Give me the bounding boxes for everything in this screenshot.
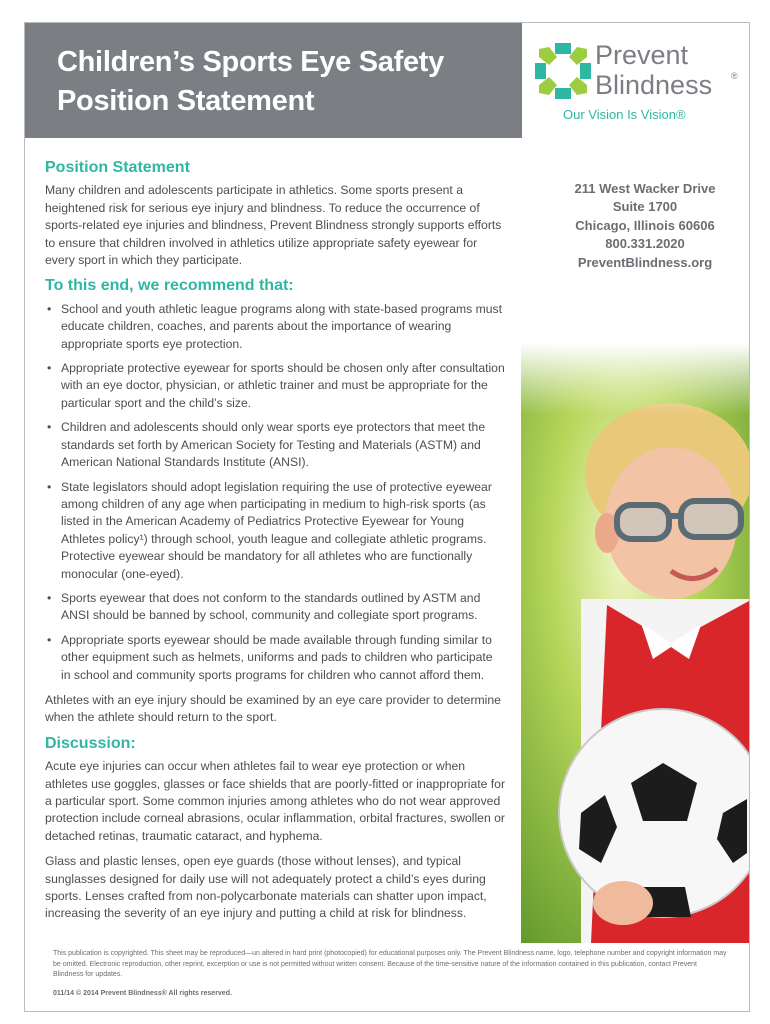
bullet-icon: • xyxy=(47,590,52,605)
logo-word-blindness: Blindness xyxy=(595,70,713,100)
list-item xyxy=(45,419,505,471)
main-content xyxy=(45,153,505,931)
copyright-notice: This publication is copyrighted. This sheet may be reproduced—un altered in hard print (photocopied) for educational purposes only. The Prevent Blindness name, logo, telephone number and copyright information may be omitted. Electronic reproduction, other reprint, excerption or use is not permitted without written consent. Because of the time-sensitive nature of the information contained in this publication, contact Prevent Blindness for updates. xyxy=(53,950,727,978)
header-band xyxy=(25,23,522,138)
bullet-icon: • xyxy=(47,361,52,376)
list-item xyxy=(45,479,505,583)
bullet-icon: • xyxy=(47,632,52,647)
list-item-text: Sports eyewear that does not conform to the standards outlined by ASTM and ANSI should be banned by school, community and collegiate sport programs. xyxy=(61,590,481,623)
list-item xyxy=(45,590,505,625)
address-suite: Suite 1700 xyxy=(612,199,678,215)
position-statement-heading: Position Statement xyxy=(45,159,190,176)
document-page xyxy=(24,22,750,1012)
list-item xyxy=(45,301,505,353)
list-item-text: School and youth athletic league programs along with state-based programs must educate children, coaches, and parents about the importance of wearing appropriate sports eye protection. xyxy=(61,301,503,351)
address-phone: 800.331.2020 xyxy=(605,236,685,252)
title-line-1: Children’s Sports Eye Safety xyxy=(57,46,444,78)
copyright-line: 011/14 © 2014 Prevent Blindness® All rights reserved. xyxy=(53,989,232,997)
title-line-2: Position Statement xyxy=(57,85,315,117)
address-city: Chicago, Illinois 60606 xyxy=(575,217,715,233)
logo-tagline: Our Vision Is Vision® xyxy=(563,107,686,122)
discussion-paragraph-1: Acute eye injuries can occur when athletes fail to wear eye protection or when athletes use goggles, glasses or face shields that are poorly-fitted or inappropriate for a particular sport. Some common injuries among athletes who do not wear approved protection include corneal abrasions, ocular inflammation, orbital fractures, swollen or detached retinas, traumatic cataract, and hyphema. xyxy=(45,759,506,843)
list-item xyxy=(45,632,505,684)
logo-mark-icon xyxy=(535,43,591,99)
bullet-icon: • xyxy=(47,301,52,316)
bullet-icon: • xyxy=(47,479,52,494)
discussion-paragraph-2: Glass and plastic lenses, open eye guards (those without lenses), and typical sunglasses designed for daily use will not adequately protect a child’s eyes during sports. Lenses crafted from non-polycarbonate materials can shatter upon impact, increasing the severity of an eye injury and putting a child at risk for blindness. xyxy=(45,854,487,921)
list-item xyxy=(45,360,505,412)
prevent-blindness-logo xyxy=(533,39,743,139)
list-item-text: Appropriate sports eyewear should be made available through funding similar to other equipment such as helmets, uniforms and pads to children who participate in school and community sports programs for children who cannot afford them. xyxy=(61,632,493,682)
logo-registered-mark: ® xyxy=(731,71,738,81)
list-item-text: Children and adolescents should only wear sports eye protectors that meet the standards set forth by American Society for Testing and Materials (ASTM) and American National Standards Institute (ANSI). xyxy=(61,420,486,470)
footer xyxy=(53,949,727,999)
list-item-text: State legislators should adopt legislation requiring the use of protective eyewear among children of any age when participating in medium to high-risk sports (as listed in the American Academy of Pediatrics Protective Eyewear for Young Athletes policy¹) through school, youth league and collegiate athletic programs. Protective eyewear should be mandatory for all athletes who are functionally monocular (one-eyed). xyxy=(61,479,492,581)
position-statement-text: Many children and adolescents participate in athletics. Some sports present a heightened risk for serious eye injury and blindness. To reduce the occurrence of sports-related eye injuries and blindness, Prevent Blindness strongly supports efforts to ensure that children involved in athletics utilize appropriate safety eyewear for every sport in which they participate. xyxy=(45,183,502,268)
bullet-icon: • xyxy=(47,420,52,435)
address-street: 211 West Wacker Drive xyxy=(574,181,716,196)
recommendations-heading: To this end, we recommend that: xyxy=(45,277,294,295)
recommendations-list xyxy=(45,301,505,684)
discussion-heading: Discussion: xyxy=(45,734,136,752)
recommendations-closing: Athletes with an eye injury should be examined by an eye care provider to determine when the athlete should return to the sport. xyxy=(45,692,501,725)
page-title xyxy=(57,43,444,121)
address-block xyxy=(545,180,745,272)
child-soccer-photo xyxy=(521,343,749,943)
logo-word-prevent: Prevent xyxy=(595,40,689,70)
address-website: PreventBlindness.org xyxy=(577,254,713,270)
list-item-text: Appropriate protective eyewear for sports should be chosen only after consultation with an eye doctor, physician, or athletic trainer and must be appropriate for the particular sport and the child’s size. xyxy=(61,361,505,410)
